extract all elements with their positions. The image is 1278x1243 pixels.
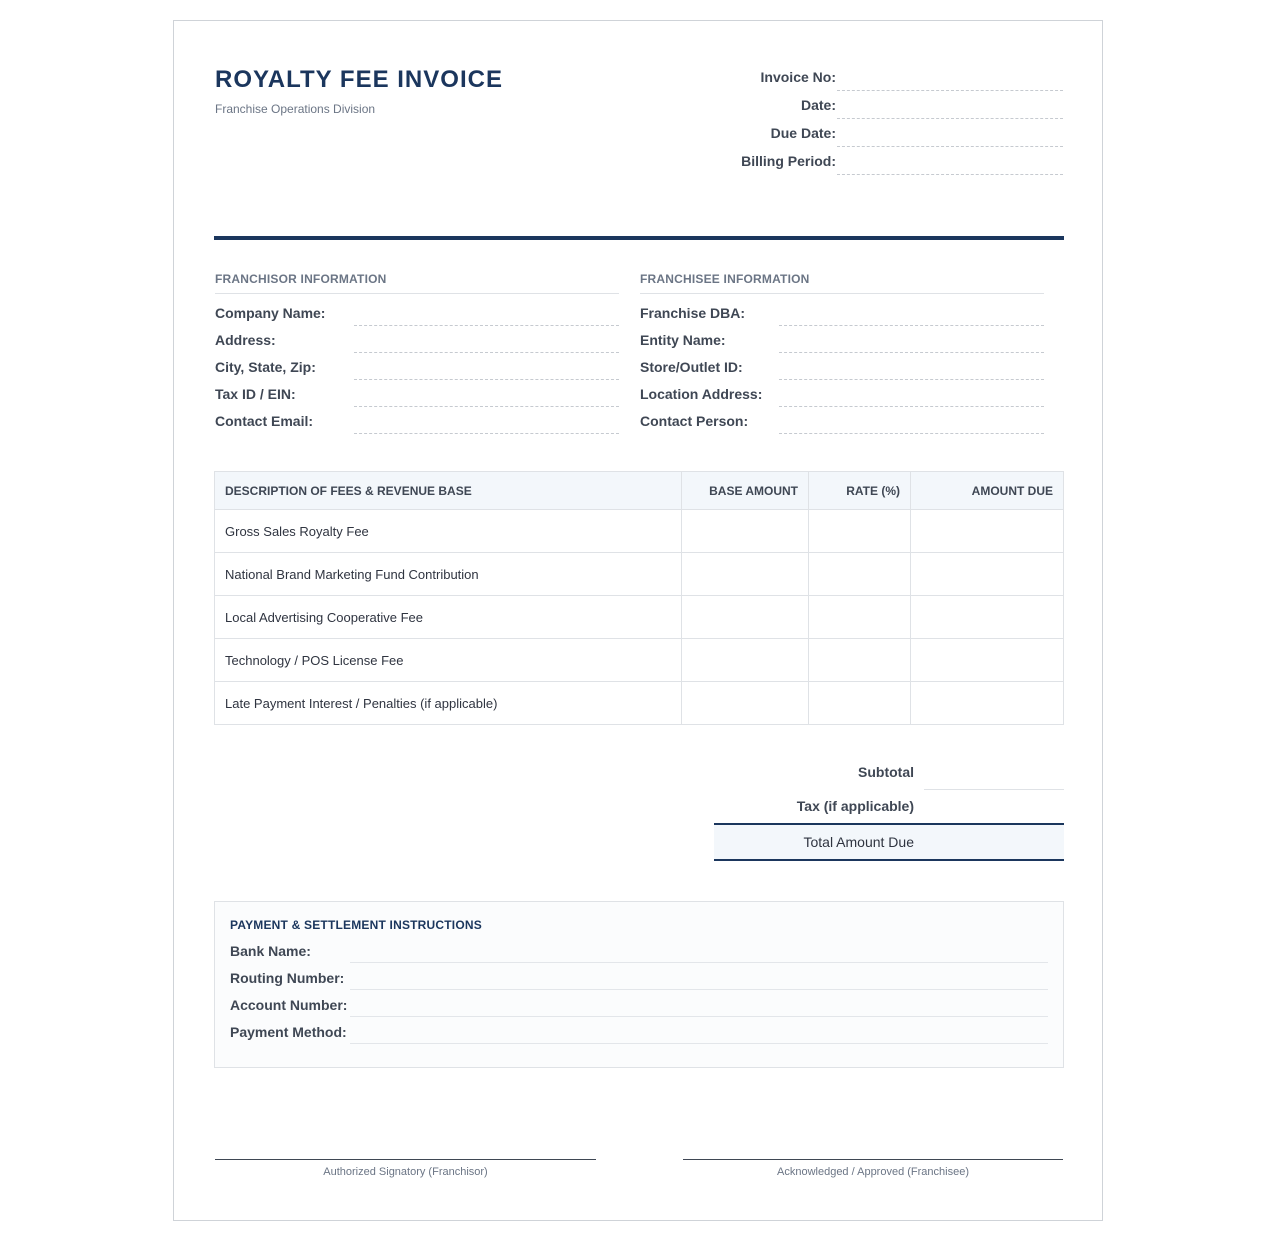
table-row	[215, 510, 1064, 553]
payment-method-field[interactable]	[350, 1016, 1048, 1044]
amount-due-cell[interactable]	[911, 510, 1064, 553]
entity-name-field[interactable]	[779, 325, 1044, 353]
info-label: City, State, Zip:	[215, 359, 316, 375]
pay-row	[230, 963, 1048, 990]
meta-row-invoice-no	[714, 63, 1063, 91]
franchisee-heading: FRANCHISEE INFORMATION	[640, 272, 1044, 294]
info-label: Company Name:	[215, 305, 326, 321]
meta-row-date	[714, 91, 1063, 119]
fee-description: National Brand Marketing Fund Contribution	[215, 553, 682, 596]
info-label: Entity Name:	[640, 332, 726, 348]
store-outlet-id-field[interactable]	[779, 352, 1044, 380]
invoice-no-field[interactable]	[837, 62, 1063, 91]
city-state-zip-field[interactable]	[354, 352, 619, 380]
info-row	[640, 299, 1044, 326]
info-label: Store/Outlet ID:	[640, 359, 743, 375]
total-label: Total Amount Due	[803, 834, 914, 850]
invoice-meta	[714, 63, 1063, 175]
info-label: Address:	[215, 332, 276, 348]
invoice-subtitle: Franchise Operations Division	[215, 102, 376, 116]
base-amount-cell[interactable]	[682, 596, 809, 639]
info-row	[640, 380, 1044, 407]
payment-instructions-box	[214, 901, 1064, 1068]
invoice-page	[173, 20, 1103, 1221]
table-row	[215, 596, 1064, 639]
base-amount-cell[interactable]	[682, 639, 809, 682]
info-label: Location Address:	[640, 386, 763, 402]
info-row	[640, 326, 1044, 353]
subtotal-label: Subtotal	[858, 763, 914, 780]
franchisor-heading: FRANCHISOR INFORMATION	[215, 272, 619, 294]
meta-label: Date:	[800, 97, 836, 113]
info-label: Contact Email:	[215, 413, 314, 429]
amount-due-cell[interactable]	[911, 682, 1064, 725]
info-label: Tax ID / EIN:	[215, 386, 296, 402]
tax-label: Tax (if applicable)	[796, 798, 914, 814]
tax-id-field[interactable]	[354, 379, 619, 407]
info-row	[215, 407, 619, 434]
due-date-field[interactable]	[837, 118, 1063, 147]
contact-email-field[interactable]	[354, 406, 619, 434]
total-row	[714, 823, 1064, 861]
amount-due-cell[interactable]	[911, 553, 1064, 596]
base-amount-cell[interactable]	[682, 510, 809, 553]
pay-label: Account Number:	[230, 997, 348, 1013]
info-row	[215, 326, 619, 353]
contact-person-field[interactable]	[779, 406, 1044, 434]
franchisee-signature-block	[683, 1159, 1063, 1178]
info-row	[215, 299, 619, 326]
address-field[interactable]	[354, 325, 619, 353]
table-header-row	[215, 472, 1064, 510]
rate-cell[interactable]	[809, 510, 911, 553]
meta-label: Invoice No:	[760, 69, 836, 85]
franchise-dba-field[interactable]	[779, 298, 1044, 326]
routing-number-field[interactable]	[350, 962, 1048, 990]
info-row	[215, 380, 619, 407]
location-address-field[interactable]	[779, 379, 1044, 407]
account-number-field[interactable]	[350, 989, 1048, 1017]
base-amount-cell[interactable]	[682, 553, 809, 596]
amount-due-cell[interactable]	[911, 596, 1064, 639]
table-row	[215, 553, 1064, 596]
franchisor-signature-line[interactable]	[215, 1159, 596, 1160]
fees-table	[214, 471, 1064, 725]
invoice-title: ROYALTY FEE INVOICE	[215, 66, 503, 93]
column-header-description: DESCRIPTION OF FEES & REVENUE BASE	[215, 472, 682, 510]
franchisor-section	[215, 272, 619, 434]
info-row	[640, 407, 1044, 434]
payment-heading: PAYMENT & SETTLEMENT INSTRUCTIONS	[230, 918, 482, 932]
franchisor-signature-block	[215, 1159, 596, 1178]
pay-label: Payment Method:	[230, 1024, 347, 1040]
pay-label: Bank Name:	[230, 943, 311, 959]
franchisor-signature-caption: Authorized Signatory (Franchisor)	[323, 1166, 488, 1178]
rate-cell[interactable]	[809, 553, 911, 596]
rate-cell[interactable]	[809, 596, 911, 639]
company-name-field[interactable]	[354, 298, 619, 326]
fee-description: Technology / POS License Fee	[215, 639, 682, 682]
bank-name-field[interactable]	[350, 935, 1048, 963]
header-divider	[214, 236, 1064, 240]
meta-label: Billing Period:	[741, 153, 836, 169]
info-row	[215, 353, 619, 380]
fee-description: Gross Sales Royalty Fee	[215, 510, 682, 553]
base-amount-cell[interactable]	[682, 682, 809, 725]
table-row	[215, 682, 1064, 725]
amount-due-cell[interactable]	[911, 639, 1064, 682]
franchisee-signature-line[interactable]	[683, 1159, 1063, 1160]
tax-row	[714, 789, 1064, 823]
info-row	[640, 353, 1044, 380]
pay-label: Routing Number:	[230, 970, 345, 986]
date-field[interactable]	[837, 90, 1063, 119]
meta-row-billing-period	[714, 147, 1063, 175]
subtotal-row	[714, 754, 1064, 789]
totals-section	[714, 754, 1064, 861]
pay-row	[230, 936, 1048, 963]
meta-row-due-date	[714, 119, 1063, 147]
info-label: Contact Person:	[640, 413, 749, 429]
franchisee-section	[640, 272, 1044, 434]
fee-description: Late Payment Interest / Penalties (if applicable)	[215, 682, 682, 725]
rate-cell[interactable]	[809, 682, 911, 725]
pay-row	[230, 1017, 1048, 1044]
info-label: Franchise DBA:	[640, 305, 746, 321]
column-header-rate: RATE (%)	[809, 472, 911, 510]
column-header-amount-due: AMOUNT DUE	[911, 472, 1064, 510]
meta-label: Due Date:	[770, 125, 836, 141]
franchisee-signature-caption: Acknowledged / Approved (Franchisee)	[777, 1166, 969, 1178]
rate-cell[interactable]	[809, 639, 911, 682]
pay-row	[230, 990, 1048, 1017]
table-row	[215, 639, 1064, 682]
fee-description: Local Advertising Cooperative Fee	[215, 596, 682, 639]
subtotal-value-field[interactable]	[924, 754, 1064, 790]
column-header-base-amount: BASE AMOUNT	[682, 472, 809, 510]
billing-period-field[interactable]	[837, 146, 1063, 175]
